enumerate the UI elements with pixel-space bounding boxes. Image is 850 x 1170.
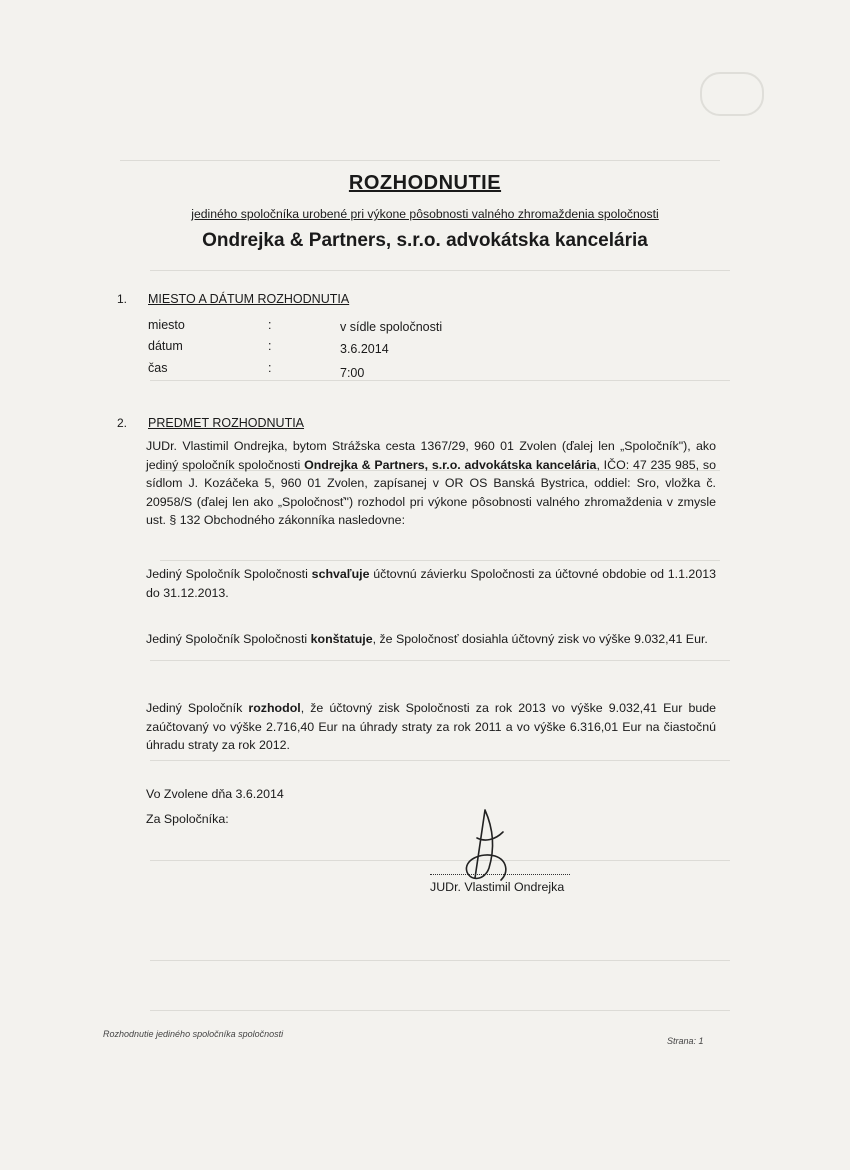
place-date-line: Vo Zvolene dňa 3.6.2014	[146, 787, 284, 801]
for-partner-label: Za Spoločníka:	[146, 812, 229, 826]
signer-name: JUDr. Vlastimil Ondrejka	[430, 880, 565, 894]
bleed-through-line	[150, 860, 730, 861]
signature-line	[430, 874, 570, 875]
handwritten-signature	[455, 808, 515, 888]
bleed-through-line	[150, 270, 730, 271]
bleed-through-line	[150, 660, 730, 661]
bleed-through-logo	[700, 72, 764, 116]
section-1-number: 1.	[117, 292, 128, 306]
profit-text-c: , že Spoločnosť dosiahla účtovný zisk vo výške 9.032,41 Eur.	[372, 632, 708, 646]
profit-verb: konštatuje	[310, 632, 373, 646]
allocation-verb: rozhodol	[248, 701, 301, 715]
company-name: Ondrejka & Partners, s.r.o. advokátska kancelária	[202, 230, 648, 251]
place-value: v sídle spoločnosti	[340, 320, 443, 334]
bleed-through-line	[150, 380, 730, 381]
approval-text-a: Jediný Spoločník Spoločnosti	[146, 567, 312, 581]
document-subtitle: jediného spoločníka urobené pri výkone pôsobnosti valného zhromaždenia spoločnosti	[191, 207, 659, 221]
approval-text-c: účtovnú závierku Spoločnosti za účtovné obdobie od 1.1.2013 do 31.12.2013.	[146, 567, 716, 600]
intro-company-bold: Ondrejka & Partners, s.r.o. advokátska kancelária	[304, 457, 597, 472]
allocation-text-a: Jediný Spoločník	[146, 701, 249, 715]
section-2-number: 2.	[117, 416, 128, 430]
place-colon: :	[268, 318, 272, 332]
bleed-through-line	[150, 1010, 730, 1011]
date-value: 3.6.2014	[340, 342, 389, 356]
approval-verb: schvaľuje	[311, 567, 370, 581]
footer-page-number: Strana: 1	[667, 1036, 704, 1046]
subject-intro-paragraph	[146, 437, 716, 530]
approval-paragraph	[146, 565, 716, 602]
section-1-heading: MIESTO A DÁTUM ROZHODNUTIA	[148, 292, 350, 306]
intro-text-c: , IČO: 47 235 985, so sídlom J. Kozáčeka 5, 960 01 Zvolen, zapísanej v OR OS Banská Bystrica, oddiel: Sro, vložka č. 20958/S (ďalej len ako „Spoločnosť") rozhodol pri výkone pôsobnosti valného zhromaždenia v zmysle ust. § 132 Obchodného zákonníka nasledovne:	[146, 457, 716, 527]
profit-allocation-paragraph	[146, 699, 716, 755]
intro-text-a: JUDr. Vlastimil Ondrejka, bytom Strážska cesta 1367/29, 960 01 Zvolen (ďalej len „Spoločník"), ako jediný spoločník spoločnosti	[146, 439, 716, 472]
allocation-text-c: , že účtovný zisk Spoločnosti za rok 2013 vo výške 9.032,41 Eur bude zaúčtovaný vo výške 2.716,40 Eur na úhrady straty za rok 2011 a vo výške 6.316,01 Eur na čiastočnú úhradu straty za rok 2012.	[146, 701, 717, 752]
profit-text-a: Jediný Spoločník Spoločnosti	[146, 632, 311, 646]
bleed-through-line	[120, 160, 720, 161]
bleed-through-line	[160, 560, 720, 561]
bleed-through-line	[150, 760, 730, 761]
bleed-through-line	[150, 960, 730, 961]
date-colon: :	[268, 339, 272, 353]
time-label: čas	[148, 361, 168, 375]
time-colon: :	[268, 361, 272, 375]
footer-document-name: Rozhodnutie jediného spoločníka spoločnosti	[103, 1029, 284, 1039]
section-2-heading: PREDMET ROZHODNUTIA	[148, 416, 305, 430]
date-label: dátum	[148, 339, 183, 353]
document-title: ROZHODNUTIE	[348, 172, 502, 194]
place-label: miesto	[148, 318, 185, 332]
time-value: 7:00	[340, 366, 365, 380]
profit-statement-paragraph	[146, 630, 716, 649]
